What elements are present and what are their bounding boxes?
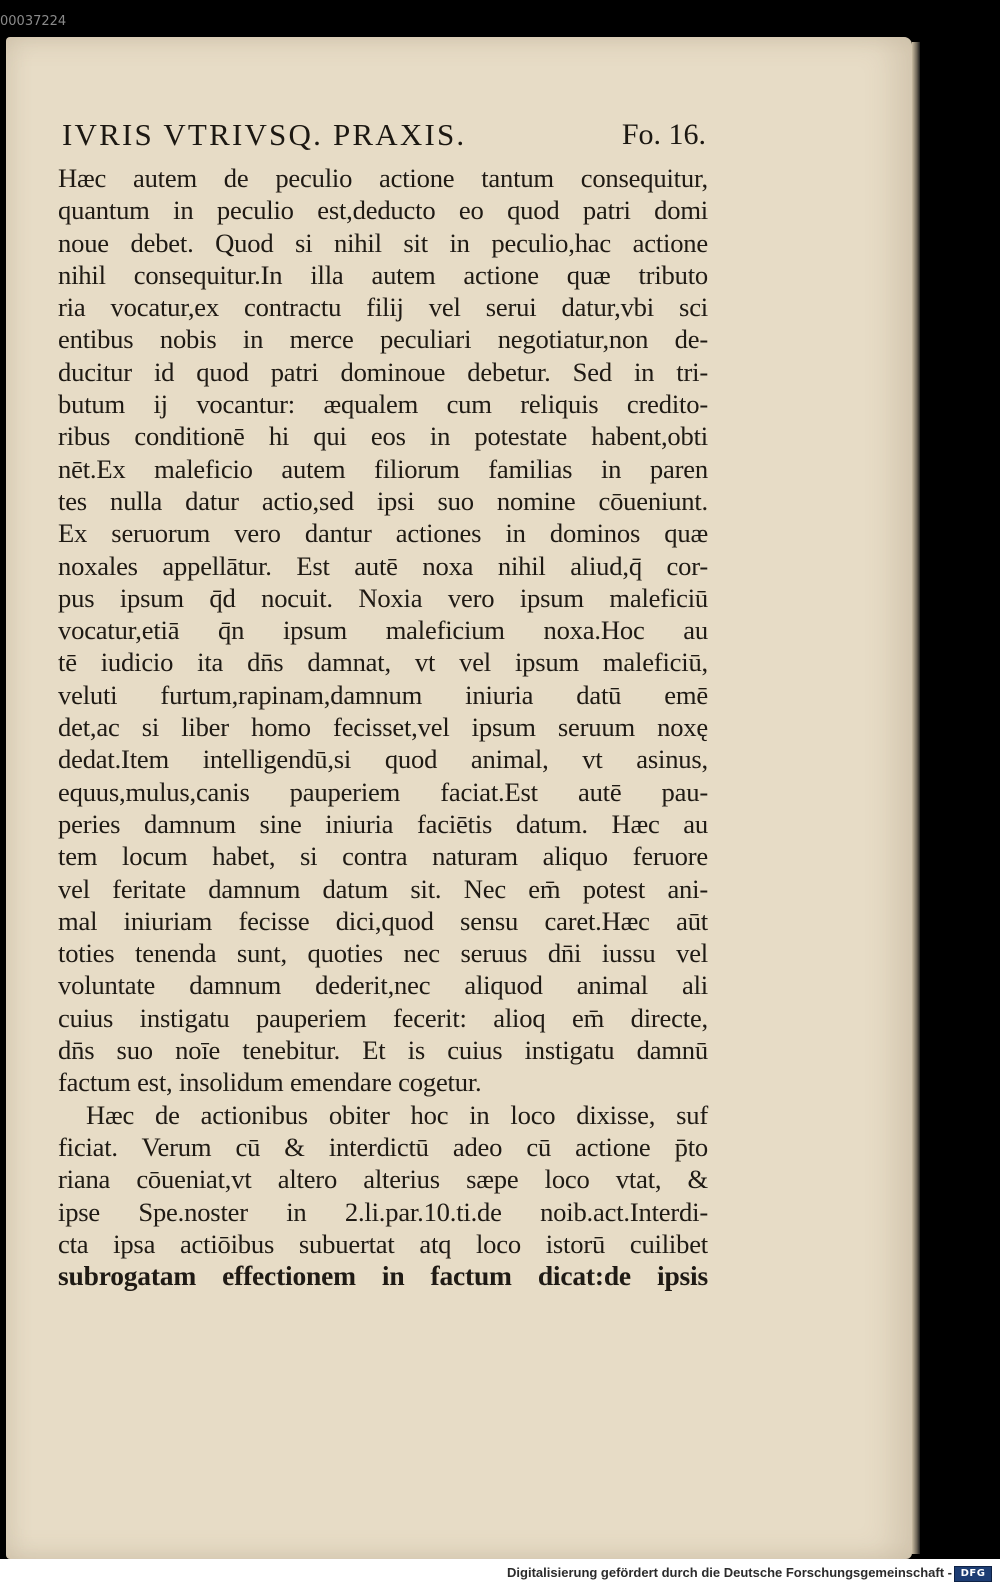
running-head xyxy=(58,114,708,156)
text-line: tes nulla datur actio,sed ipsi suo nomine cōueniunt. xyxy=(58,485,708,516)
text-line: riana cōueniat,vt altero alterius sæpe loco vtat, & xyxy=(58,1164,708,1195)
text-line: ficiat. Verum cū & interdictū adeo cū actione p̄to xyxy=(58,1131,708,1162)
text-line: ducitur id quod patri dominoue debetur. Sed in tri- xyxy=(58,356,708,387)
text-line: voluntate damnum dederit,nec aliquod animal ali xyxy=(58,970,708,1001)
text-line: toties tenenda sunt, quoties nec seruus dn̄i iussu vel xyxy=(58,938,708,969)
text-line: tem locum habet, si contra naturam aliquo feruore xyxy=(58,841,708,872)
text-line: det,ac si liber homo fecisset,vel ipsum seruum noxę xyxy=(58,712,708,743)
text-line: butum ij vocantur: æqualem cum reliquis credito- xyxy=(58,389,708,420)
text-line: subrogatam effectionem in factum dicat:de ipsis xyxy=(58,1260,708,1292)
scan-id-label: 00037224 xyxy=(0,14,67,29)
text-line: ria vocatur,ex contractu filij vel serui datur,vbi sci xyxy=(58,292,708,323)
text-line: peries damnum sine iniuria faciētis datum. Hæc au xyxy=(58,808,708,839)
text-line: quantum in peculio est,deducto eo quod patri domi xyxy=(58,195,708,226)
text-line: ribus conditionē hi qui eos in potestate habent,obti xyxy=(58,421,708,452)
page-edge xyxy=(912,42,920,1554)
text-line: mal iniuriam fecisse dici,quod sensu caret.Hæc aūt xyxy=(58,905,708,936)
folio-number: Fo. 16. xyxy=(621,118,706,151)
text-line: Ex seruorum vero dantur actiones in dominos quæ xyxy=(58,518,708,549)
text-line: pus ipsum q̄d nocuit. Noxia vero ipsum maleficiū xyxy=(58,582,708,613)
text-line: vocatur,etiā q̄n ipsum maleficium noxa.Hoc au xyxy=(58,615,708,646)
dfg-logo: DFG xyxy=(954,1566,992,1582)
text-line: equus,mulus,canis pauperiem faciat.Est autē pau- xyxy=(58,776,708,807)
text-line: noue debet. Quod si nihil sit in peculio,hac actione xyxy=(58,227,708,258)
text-line: cuius instigatu pauperiem fecerit: alioq em̄ directe, xyxy=(58,1002,708,1033)
text-line: ipse Spe.noster in 2.li.par.10.ti.de noib.act.Interdi- xyxy=(58,1196,708,1227)
text-line: nēt.Ex maleficio autem filiorum familias in paren xyxy=(58,453,708,484)
text-line: nihil consequitur.In illa autem actione quæ tributo xyxy=(58,259,708,290)
text-line: cta ipsa actiōibus subuertat atq loco istorū cuilibet xyxy=(58,1228,708,1259)
text-line: noxales appellātur. Est autē noxa nihil aliud,q̄ cor- xyxy=(58,550,708,581)
running-title: IVRIS VTRIVSQ. PRAXIS. xyxy=(62,117,467,152)
text-line: factum est, insolidum emendare cogetur. xyxy=(58,1067,482,1098)
funding-credit: Digitalisierung gefördert durch die Deutsche Forschungsgemeinschaft - xyxy=(507,1565,952,1580)
footer-bar xyxy=(0,1559,1000,1589)
text-line: vel feritate damnum datum sit. Nec em̄ potest ani- xyxy=(58,873,708,904)
text-line: dedat.Item intelligendū,si quod animal, vt asinus, xyxy=(58,744,708,775)
text-line: tē iudicio ita dn̄s damnat, vt vel ipsum maleficiū, xyxy=(58,647,708,678)
text-block xyxy=(58,162,708,1292)
text-line: Hæc de actionibus obiter hoc in loco dixisse, suf xyxy=(86,1099,708,1130)
text-line: Hæc autem de peculio actione tantum consequitur, xyxy=(58,163,708,193)
text-line: veluti furtum,rapinam,damnum iniuria datū emē xyxy=(58,679,708,710)
text-line: entibus nobis in merce peculiari negotiatur,non de- xyxy=(58,324,708,355)
text-line: dn̄s suo noīe tenebitur. Et is cuius instigatu damnū xyxy=(58,1035,708,1066)
